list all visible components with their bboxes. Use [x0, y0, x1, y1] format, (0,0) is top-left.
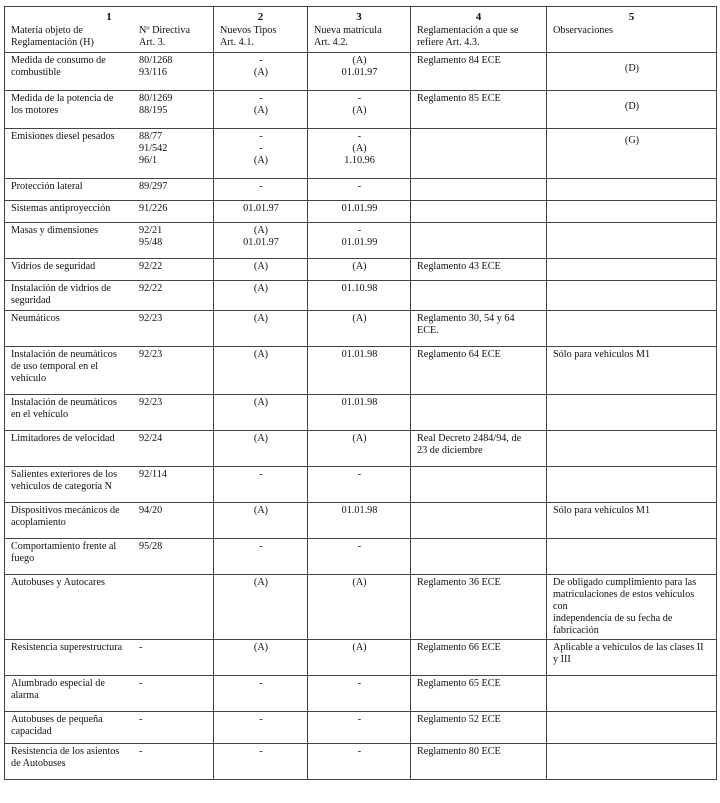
cell-nuevos-tipos: - - (A) — [214, 129, 308, 179]
cell-reglamentacion: Reglamento 66 ECE — [411, 640, 547, 676]
cell-nuevos-tipos: (A) — [214, 311, 308, 347]
materia-text: Sistemas antiproyección — [11, 203, 111, 214]
cell-nuevos-tipos: - — [214, 676, 308, 712]
cell-materia-directiva — [5, 129, 214, 179]
materia-text: Resistencia superestructura — [11, 642, 123, 653]
materia-text: Medida de la potencia de los motores — [11, 93, 114, 116]
cell-nueva-matricula: - — [308, 467, 411, 503]
table-row — [5, 467, 717, 503]
header-row — [5, 24, 717, 53]
table-row — [5, 539, 717, 575]
materia-text: Salientes exteriores de los vehículos de categoría N — [11, 469, 118, 492]
cell-nueva-matricula: - — [308, 676, 411, 712]
cell-materia-directiva — [5, 676, 214, 712]
cell-nueva-matricula: 01.01.98 — [308, 503, 411, 539]
cell-reglamentacion: Real Decreto 2484/94, de 23 de diciembre — [411, 431, 547, 467]
directiva-number: 94/20 — [139, 505, 163, 516]
column-number: 5 — [547, 7, 717, 25]
materia-text: Comportamiento frente al fuego — [11, 541, 117, 564]
cell-nuevos-tipos: - — [214, 467, 308, 503]
cell-materia-directiva — [5, 179, 214, 201]
materia-text: Masas y dimensiones — [11, 225, 99, 236]
header-directiva: Nº Directiva Art. 3. — [139, 25, 190, 48]
directiva-number: 95/28 — [139, 541, 163, 552]
cell-observaciones: De obligado cumplimiento para las matriculaciones de estos vehículos con independencia de su fecha de fabricación — [547, 575, 717, 640]
table-row — [5, 575, 717, 640]
cell-observaciones: Aplicable a vehículos de las clases II y III — [547, 640, 717, 676]
header-reglamentacion: Reglamentación a que se refiere Art. 4.3. — [411, 24, 547, 53]
materia-text: Resistencia de los asientos de Autobuses — [11, 746, 120, 769]
table-row — [5, 744, 717, 780]
cell-nueva-matricula: - (A) 1.10.96 — [308, 129, 411, 179]
cell-nuevos-tipos: (A) — [214, 431, 308, 467]
cell-nuevos-tipos: (A) 01.01.97 — [214, 223, 308, 259]
table-row — [5, 347, 717, 395]
directiva-number: 92/22 — [139, 283, 163, 294]
cell-materia-directiva — [5, 503, 214, 539]
table-row — [5, 503, 717, 539]
column-number: 3 — [308, 7, 411, 25]
column-number: 2 — [214, 7, 308, 25]
cell-nueva-matricula: (A) — [308, 431, 411, 467]
header-cell-materia-directiva — [5, 24, 214, 53]
header-materia: Materia objeto de Reglamentación (H) — [11, 25, 94, 48]
cell-nuevos-tipos: - — [214, 539, 308, 575]
cell-observaciones — [547, 201, 717, 223]
cell-materia-directiva — [5, 712, 214, 744]
cell-nueva-matricula: 01.01.98 — [308, 347, 411, 395]
materia-text: Autobuses y Autocares — [11, 577, 105, 588]
header-nueva-matricula: Nueva matrícula Art. 4.2. — [308, 24, 411, 53]
materia-text: Protección lateral — [11, 181, 83, 192]
directiva-number: 92/24 — [139, 433, 163, 444]
cell-nueva-matricula: - — [308, 539, 411, 575]
table-row — [5, 676, 717, 712]
header-nuevos-tipos: Nuevos Tipos Art. 4.1. — [214, 24, 308, 53]
table-row — [5, 640, 717, 676]
cell-materia-directiva — [5, 259, 214, 281]
cell-nuevos-tipos: (A) — [214, 281, 308, 311]
cell-nueva-matricula: - (A) — [308, 91, 411, 129]
cell-nuevos-tipos: - (A) — [214, 53, 308, 91]
materia-text: Limitadores de velocidad — [11, 433, 115, 444]
cell-reglamentacion: Reglamento 52 ECE — [411, 712, 547, 744]
cell-nuevos-tipos: - — [214, 179, 308, 201]
cell-nuevos-tipos: (A) — [214, 503, 308, 539]
directiva-number — [139, 577, 208, 589]
cell-observaciones — [547, 395, 717, 431]
cell-materia-directiva — [5, 539, 214, 575]
materia-text: Alumbrado especial de alarma — [11, 678, 105, 701]
cell-reglamentacion: Reglamento 80 ECE — [411, 744, 547, 780]
cell-materia-directiva — [5, 91, 214, 129]
cell-observaciones: Sólo para vehículos M1 — [547, 503, 717, 539]
cell-nueva-matricula: 01.01.98 — [308, 395, 411, 431]
regulation-table — [4, 6, 717, 780]
cell-nuevos-tipos: (A) — [214, 347, 308, 395]
directiva-number: - — [139, 714, 143, 725]
table-row — [5, 179, 717, 201]
cell-nueva-matricula: (A) — [308, 575, 411, 640]
cell-observaciones — [547, 259, 717, 281]
directiva-number: 92/22 — [139, 261, 163, 272]
cell-nueva-matricula: - — [308, 179, 411, 201]
cell-reglamentacion: Reglamento 84 ECE — [411, 53, 547, 91]
directiva-number: - — [139, 642, 143, 653]
cell-materia-directiva — [5, 744, 214, 780]
cell-nueva-matricula: - 01.01.99 — [308, 223, 411, 259]
column-number-row — [5, 7, 717, 25]
cell-observaciones: (D) — [547, 53, 717, 91]
cell-reglamentacion: Reglamento 85 ECE — [411, 91, 547, 129]
directiva-number: 92/23 — [139, 349, 163, 360]
cell-reglamentacion: Reglamento 65 ECE — [411, 676, 547, 712]
cell-materia-directiva — [5, 223, 214, 259]
cell-reglamentacion — [411, 395, 547, 431]
cell-nueva-matricula: - — [308, 744, 411, 780]
materia-text: Instalación de vidrios de seguridad — [11, 283, 111, 306]
materia-text: Neumáticos — [11, 313, 60, 324]
directiva-number: - — [139, 746, 143, 757]
cell-reglamentacion: Reglamento 64 ECE — [411, 347, 547, 395]
cell-materia-directiva — [5, 467, 214, 503]
cell-nuevos-tipos: (A) — [214, 640, 308, 676]
cell-observaciones — [547, 311, 717, 347]
cell-reglamentacion: Reglamento 30, 54 y 64 ECE. — [411, 311, 547, 347]
cell-reglamentacion — [411, 179, 547, 201]
cell-nueva-matricula: (A) — [308, 311, 411, 347]
cell-reglamentacion: Reglamento 36 ECE — [411, 575, 547, 640]
cell-reglamentacion — [411, 539, 547, 575]
directiva-number: 80/1269 88/195 — [139, 93, 173, 116]
cell-nuevos-tipos: (A) — [214, 395, 308, 431]
directiva-number: 92/23 — [139, 397, 163, 408]
cell-observaciones — [547, 676, 717, 712]
cell-nueva-matricula: 01.10.98 — [308, 281, 411, 311]
cell-observaciones — [547, 744, 717, 780]
cell-nuevos-tipos: - — [214, 744, 308, 780]
cell-materia-directiva — [5, 575, 214, 640]
materia-text: Instalación de neumáticos en el vehículo — [11, 397, 117, 420]
cell-observaciones — [547, 179, 717, 201]
cell-observaciones — [547, 467, 717, 503]
cell-materia-directiva — [5, 281, 214, 311]
table-row — [5, 712, 717, 744]
cell-nueva-matricula: 01.01.99 — [308, 201, 411, 223]
cell-materia-directiva — [5, 311, 214, 347]
directiva-number: - — [139, 678, 143, 689]
cell-nuevos-tipos: (A) — [214, 259, 308, 281]
cell-nueva-matricula: (A) — [308, 259, 411, 281]
cell-observaciones: Sólo para vehículos M1 — [547, 347, 717, 395]
cell-materia-directiva — [5, 201, 214, 223]
directiva-number: 91/226 — [139, 203, 168, 214]
materia-text: Medida de consumo de combustible — [11, 55, 106, 78]
table-row — [5, 259, 717, 281]
cell-nuevos-tipos: (A) — [214, 575, 308, 640]
table-row — [5, 91, 717, 129]
directiva-number: 89/297 — [139, 181, 168, 192]
cell-nuevos-tipos: - — [214, 712, 308, 744]
cell-nueva-matricula: - — [308, 712, 411, 744]
cell-nuevos-tipos: - (A) — [214, 91, 308, 129]
cell-observaciones — [547, 712, 717, 744]
materia-text: Dispositivos mecánicos de acoplamiento — [11, 505, 120, 528]
cell-materia-directiva — [5, 640, 214, 676]
materia-text: Instalación de neumáticos de uso temporal en el vehículo — [11, 349, 117, 384]
cell-observaciones — [547, 539, 717, 575]
directiva-number: 92/114 — [139, 469, 167, 480]
cell-reglamentacion — [411, 281, 547, 311]
cell-nueva-matricula: (A) 01.01.97 — [308, 53, 411, 91]
directiva-number: 88/77 91/542 96/1 — [139, 131, 168, 166]
materia-text: Emisiones diesel pesados — [11, 131, 115, 142]
table-row — [5, 395, 717, 431]
materia-text: Vidrios de seguridad — [11, 261, 96, 272]
table-row — [5, 281, 717, 311]
table-row — [5, 311, 717, 347]
cell-nueva-matricula: (A) — [308, 640, 411, 676]
directiva-number: 80/1268 93/116 — [139, 55, 173, 78]
header-observaciones: Observaciones — [547, 24, 717, 53]
table-row — [5, 129, 717, 179]
cell-observaciones: (G) — [547, 129, 717, 179]
cell-observaciones — [547, 223, 717, 259]
column-number: 1 — [5, 7, 214, 25]
cell-materia-directiva — [5, 347, 214, 395]
materia-text: Autobuses de pequeña capacidad — [11, 714, 103, 737]
directiva-number: 92/21 95/48 — [139, 225, 163, 248]
table-row — [5, 431, 717, 467]
cell-observaciones: (D) — [547, 91, 717, 129]
cell-reglamentacion — [411, 503, 547, 539]
directiva-number: 92/23 — [139, 313, 163, 324]
cell-reglamentacion: Reglamento 43 ECE — [411, 259, 547, 281]
cell-materia-directiva — [5, 53, 214, 91]
cell-reglamentacion — [411, 129, 547, 179]
table-row — [5, 201, 717, 223]
table-row — [5, 53, 717, 91]
cell-reglamentacion — [411, 467, 547, 503]
cell-nuevos-tipos: 01.01.97 — [214, 201, 308, 223]
cell-observaciones — [547, 431, 717, 467]
column-number: 4 — [411, 7, 547, 25]
cell-materia-directiva — [5, 431, 214, 467]
cell-observaciones — [547, 281, 717, 311]
cell-reglamentacion — [411, 201, 547, 223]
cell-materia-directiva — [5, 395, 214, 431]
table-row — [5, 223, 717, 259]
cell-reglamentacion — [411, 223, 547, 259]
